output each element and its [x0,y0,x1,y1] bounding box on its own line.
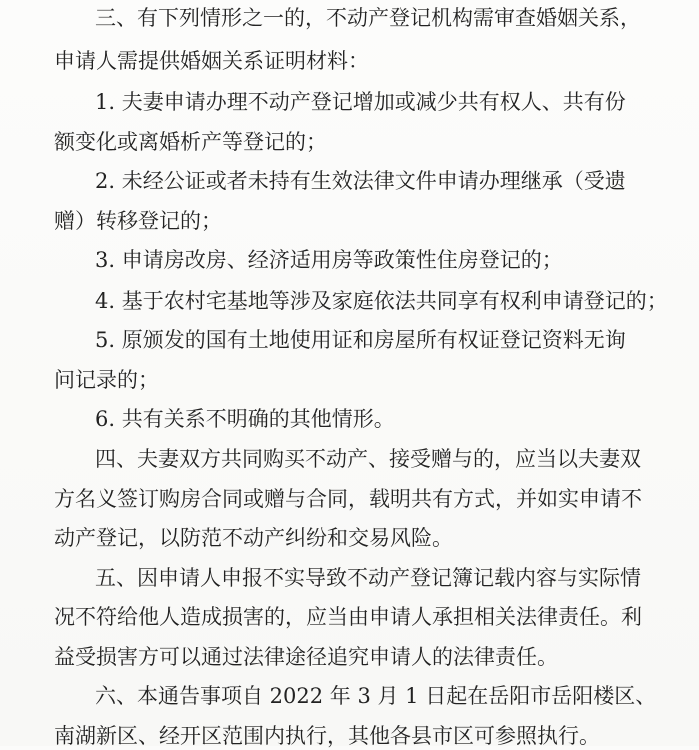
text-line: 赠）转移登记的； [54,209,222,233]
text-line: 3. 申请房改房、经济适用房等政策性住房登记的； [95,248,563,272]
text-line: 6. 共有关系不明确的其他情形。 [95,407,395,431]
text-line: 1. 夫妻申请办理不动产登记增加或减少共有权人、共有份 [95,90,626,114]
text-line: 5. 原颁发的国有土地使用证和房屋所有权证登记资料无询 [95,328,626,352]
text-line: 2. 未经公证或者未持有生效法律文件申请办理继承（受遗 [95,169,626,193]
text-line: 四、夫妻双方共同购买不动产、接受赠与的，应当以夫妻双 [95,447,641,471]
text-line: 六、本通告事项自 2022 年 3 月 1 日起在岳阳市岳阳楼区、 [95,684,657,708]
text-line: 五、因申请人申报不实导致不动产登记簿记载内容与实际情 [95,566,641,590]
text-line: 4. 基于农村宅基地等涉及家庭依法共同享有权利申请登记的； [95,289,668,313]
text-line: 申请人需提供婚姻关系证明材料： [54,49,369,73]
text-line: 南湖新区、经开区范围内执行，其他各县市区可参照执行。 [54,724,600,748]
text-line: 额变化或离婚析产等登记的； [54,130,327,154]
text-line: 况不符给他人造成损害的，应当由申请人承担相关法律责任。利 [54,605,642,629]
text-line: 动产登记，以防范不动产纠纷和交易风险。 [54,526,453,550]
text-line: 三、有下列情形之一的，不动产登记机构需审查婚姻关系， [95,6,641,30]
text-line: 方名义签订购房合同或赠与合同，载明共有方式，并如实申请不 [54,487,642,511]
text-line: 问记录的； [54,368,159,392]
text-line: 益受损害方可以通过法律途径追究申请人的法律责任。 [54,645,558,669]
